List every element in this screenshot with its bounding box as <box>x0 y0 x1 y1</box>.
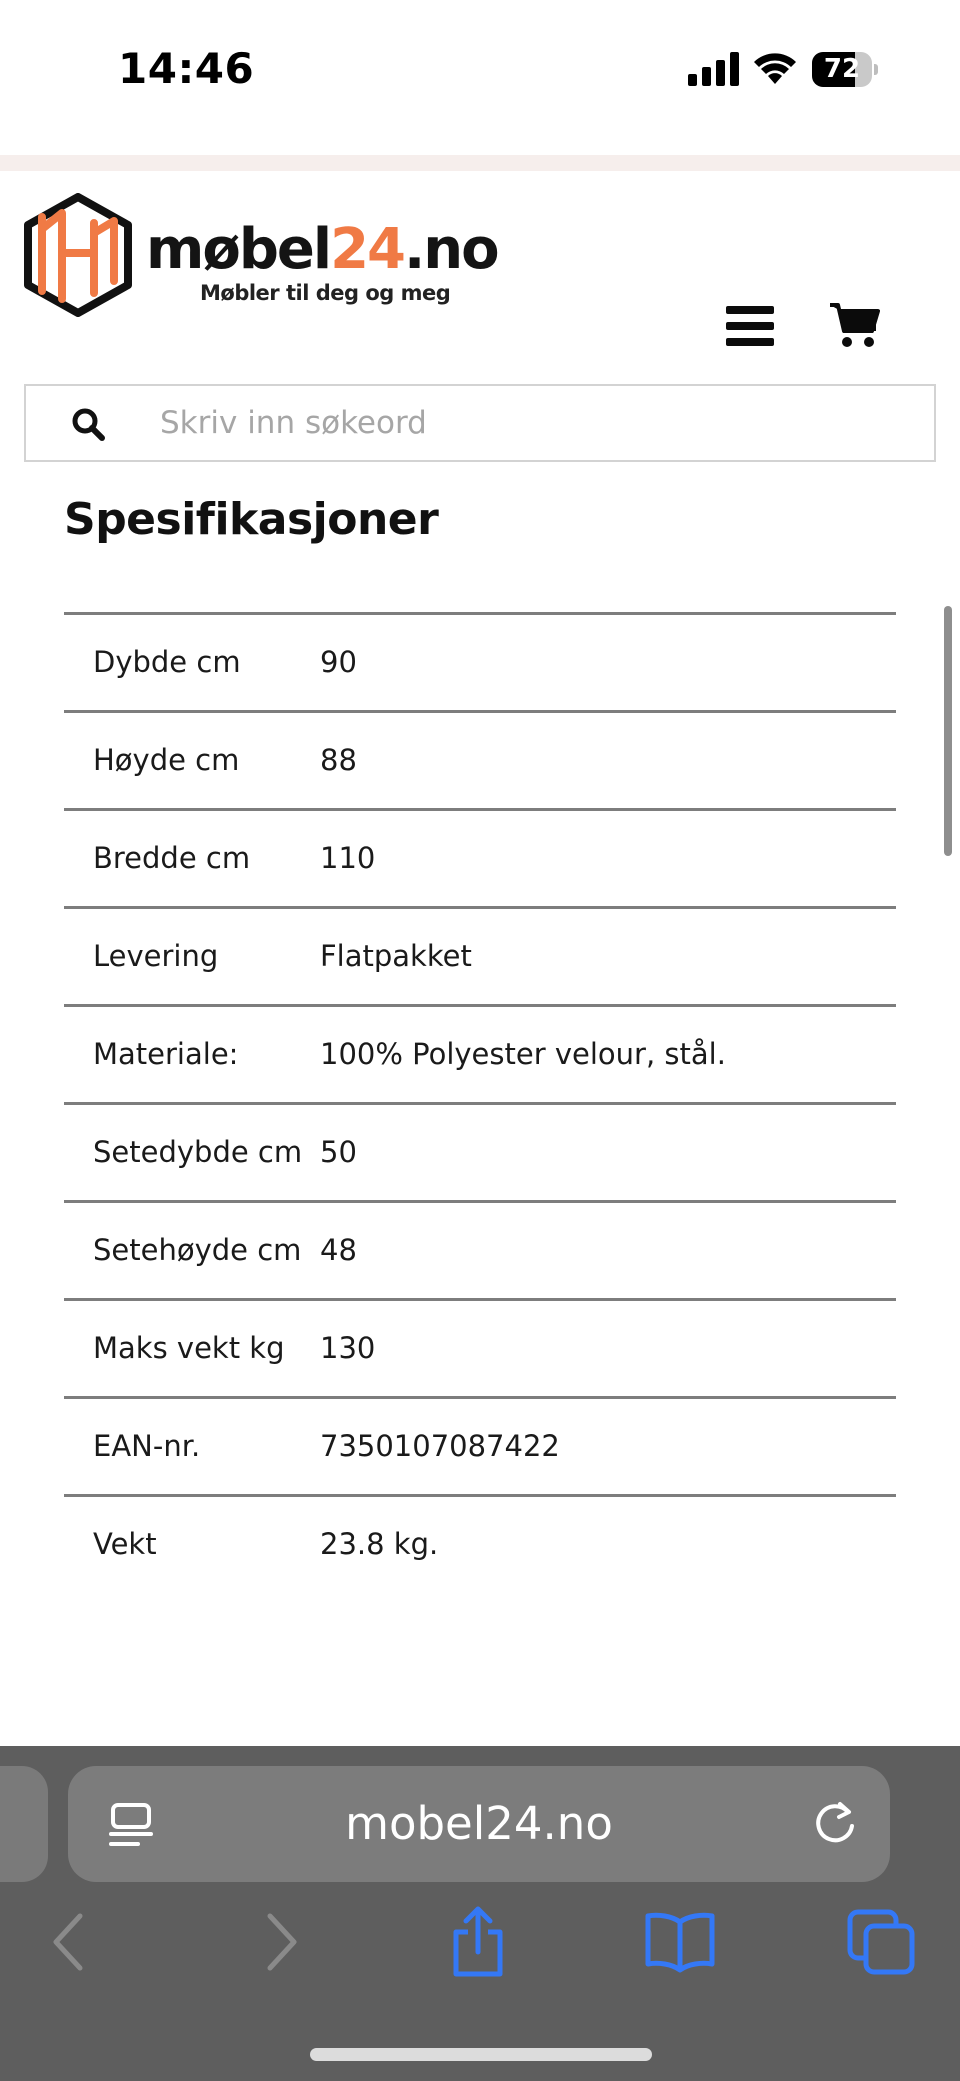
cellular-signal-icon <box>688 52 740 86</box>
spec-value: 50 <box>320 1135 357 1169</box>
spec-row <box>64 712 896 810</box>
spec-value: 48 <box>320 1233 357 1267</box>
browser-toolbar <box>0 1746 960 2081</box>
spec-value: 7350107087422 <box>320 1429 560 1463</box>
url-text[interactable]: mobel24.no <box>345 1797 613 1850</box>
spec-row <box>64 810 896 908</box>
previous-tab-preview[interactable] <box>0 1766 48 1882</box>
status-time: 14:46 <box>118 44 255 93</box>
shopping-cart-icon[interactable] <box>828 301 880 349</box>
spec-row <box>64 1202 896 1300</box>
spec-label: Bredde cm <box>93 841 251 875</box>
spec-label: Materiale: <box>93 1037 239 1071</box>
spec-row <box>64 1006 896 1104</box>
search-box[interactable] <box>24 384 936 462</box>
page-scrollbar[interactable] <box>944 606 952 856</box>
spec-value: 23.8 kg. <box>320 1527 439 1561</box>
logo-wordmark-suffix: .no <box>404 217 498 282</box>
wifi-icon <box>752 50 798 86</box>
spec-row <box>64 1398 896 1496</box>
status-bar <box>0 0 960 155</box>
spec-row <box>64 1496 896 1593</box>
spec-label: Setehøyde cm <box>93 1233 302 1267</box>
specifications-title: Spesifikasjoner <box>64 494 439 545</box>
specifications-table <box>64 612 896 1592</box>
tabs-overview-icon[interactable] <box>846 1906 918 1978</box>
forward-chevron-icon[interactable] <box>244 1906 316 1978</box>
header-divider-strip <box>0 155 960 171</box>
search-icon[interactable] <box>70 406 106 442</box>
spec-label: Levering <box>93 939 219 973</box>
home-indicator <box>310 2048 652 2061</box>
spec-row <box>64 1104 896 1202</box>
spec-value: 130 <box>320 1331 376 1365</box>
spec-label: Høyde cm <box>93 743 240 777</box>
logo-wordmark[interactable] <box>146 217 498 282</box>
spec-row <box>64 1300 896 1398</box>
back-chevron-icon[interactable] <box>34 1906 106 1978</box>
spec-label: Setedybde cm <box>93 1135 303 1169</box>
spec-label: Vekt <box>93 1527 157 1561</box>
reload-icon[interactable] <box>810 1798 860 1848</box>
spec-value: 88 <box>320 743 357 777</box>
mobel24-logo-icon[interactable] <box>22 193 134 317</box>
spec-value: Flatpakket <box>320 939 472 973</box>
spec-value: 100% Polyester velour, stål. <box>320 1037 726 1071</box>
logo-wordmark-accent: 24 <box>330 217 405 282</box>
spec-row <box>64 908 896 1006</box>
battery-indicator <box>812 52 878 87</box>
search-input[interactable] <box>160 396 920 450</box>
address-bar[interactable] <box>68 1766 890 1882</box>
spec-value: 90 <box>320 645 357 679</box>
spec-row <box>64 614 896 712</box>
share-icon[interactable] <box>442 1906 514 1978</box>
bookmarks-icon[interactable] <box>644 1906 716 1978</box>
hamburger-menu-icon[interactable] <box>726 306 774 346</box>
spec-value: 110 <box>320 841 376 875</box>
logo-tagline: Møbler til deg og meg <box>200 281 451 305</box>
site-header <box>0 171 960 371</box>
spec-label: Maks vekt kg <box>93 1331 285 1365</box>
logo-wordmark-main: møbel <box>146 217 331 282</box>
spec-label: Dybde cm <box>93 645 241 679</box>
spec-label: EAN-nr. <box>93 1429 201 1463</box>
battery-level: 72 <box>823 54 861 84</box>
